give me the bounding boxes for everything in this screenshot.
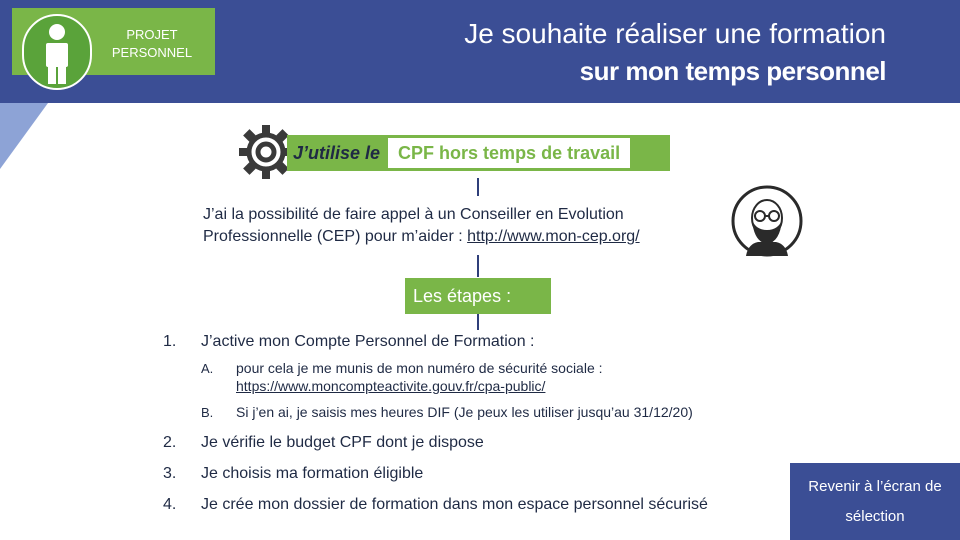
- cep-line2: [203, 226, 723, 248]
- badge-label: PROJET PERSONNEL: [111, 27, 193, 60]
- page-title-line1: Je souhaite réaliser une formation: [464, 18, 886, 49]
- connector-line: [477, 178, 479, 196]
- page-title-line2: sur mon temps personnel: [579, 56, 886, 86]
- step-number: 3.: [163, 465, 177, 482]
- cep-line1: J’ai la possibilité de faire appel à un Conseiller en Evolution: [203, 206, 624, 223]
- substep-label: A.: [201, 361, 214, 376]
- substep-text: pour cela je me munis de mon numéro de sécurité sociale :: [236, 360, 603, 376]
- back-to-selection-button[interactable]: [790, 463, 960, 540]
- person-icon: [22, 14, 92, 90]
- step-text: Je choisis ma formation éligible: [201, 465, 424, 482]
- step-number: 4.: [163, 496, 177, 513]
- cep-link[interactable]: http://www.mon-cep.org/: [467, 228, 640, 245]
- step-text: J’active mon Compte Personnel de Formation :: [201, 333, 535, 350]
- step-text: Je crée mon dossier de formation dans mon espace personnel sécurisé: [201, 496, 708, 513]
- decorative-stripe: [0, 103, 48, 169]
- etapes-label: Les étapes :: [405, 278, 551, 314]
- advisor-face-icon: [730, 184, 804, 263]
- substep-label: B.: [201, 405, 214, 420]
- cep-line2-text: Professionnelle (CEP) pour m’aider :: [203, 228, 468, 245]
- moncompteactivite-link[interactable]: https://www.moncompteactivite.gouv.fr/cpa-public/: [236, 378, 546, 394]
- step-number: 2.: [163, 434, 177, 451]
- cpf-highlight: CPF hors temps de travail: [388, 138, 630, 168]
- back-button-line2: sélection: [845, 508, 905, 525]
- substep-text: Si j’en ai, je saisis mes heures DIF (Je peux les utiliser jusqu’au 31/12/20): [236, 404, 693, 420]
- connector-line: [477, 314, 479, 330]
- connector-line: [477, 255, 479, 277]
- projet-personnel-badge: [12, 8, 215, 75]
- back-button-line1: Revenir à l’écran de: [808, 478, 942, 495]
- step-text: Je vérifie le budget CPF dont je dispose: [201, 434, 484, 451]
- cpf-prefix: J’utilise le: [293, 142, 381, 163]
- step-number: 1.: [163, 333, 177, 350]
- cpf-banner: [287, 135, 670, 171]
- cep-paragraph: [203, 204, 723, 248]
